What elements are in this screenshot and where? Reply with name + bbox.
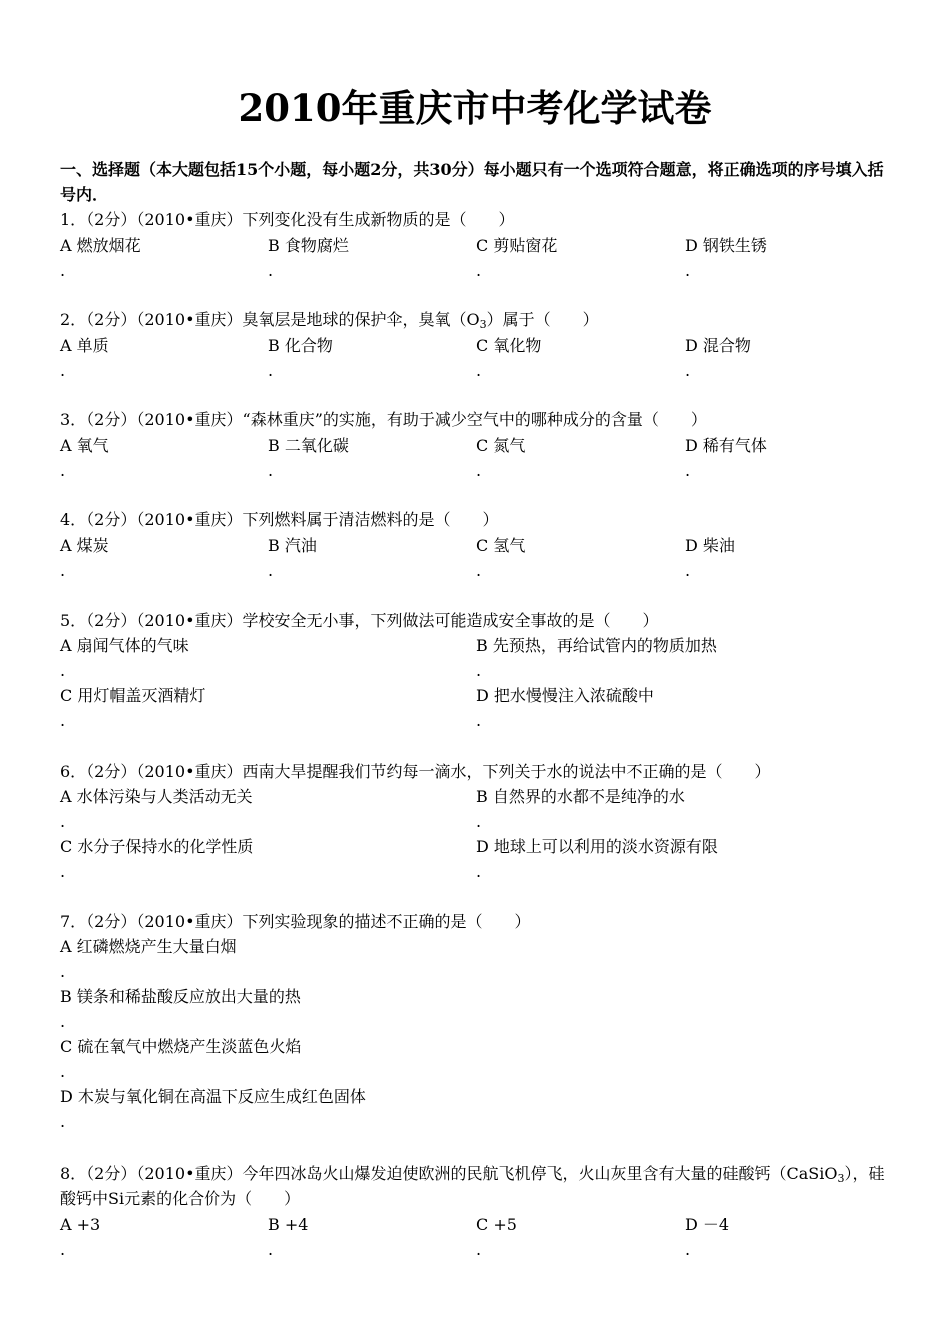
option-b[interactable]: B 汽油 . [268, 536, 317, 580]
question-stem: 7．（2分）（2010•重庆）下列实验现象的描述不正确的是（ ） [60, 912, 531, 931]
question-7 [60, 909, 896, 1134]
option-a[interactable]: A 水体污染与人类活动无关 . [60, 787, 253, 831]
question-stem: 2．（2分）（2010•重庆）臭氧层是地球的保护伞，臭氧$(O_3)$属于（ ） [60, 310, 599, 331]
option-c[interactable]: C 氮气 . [476, 436, 526, 480]
question-stem: 3．（2分）（2010•重庆）“森林重庆”的实施，有助于减少空气中的哪种成分的含量（ ） [60, 410, 707, 429]
question-stem: 5．（2分）（2010•重庆）学校安全无小事，下列做法可能造成安全事故的是（ ） [60, 611, 659, 630]
option-d[interactable]: D 柴油 . [685, 536, 735, 580]
option-grid [60, 633, 896, 733]
option-b[interactable]: B 食物腐烂 . [268, 236, 349, 280]
option-a[interactable]: A 煤炭 . [60, 536, 109, 580]
section-heading: 一、选择题（本大题包括15个小题，每小题2分，共30分）每小题只有一个选项符合题意，将正确选项的序号填入括号内． [60, 160, 884, 204]
question-2 [60, 307, 896, 383]
question-8 [60, 1161, 896, 1262]
option-b[interactable]: B 镁条和稀盐酸反应放出大量的热 . [60, 987, 301, 1031]
option-d[interactable]: D 钢铁生锈 . [685, 236, 767, 280]
option-d[interactable]: D 把水慢慢注入浓硫酸中 . [476, 686, 654, 730]
option-c[interactable]: C 氢气 . [476, 536, 526, 580]
option-b[interactable]: B 化合物 . [268, 336, 333, 380]
question-6 [60, 759, 896, 884]
option-c[interactable]: C +5 . [476, 1215, 517, 1259]
option-d[interactable]: D 稀有气体 . [685, 436, 767, 480]
option-c[interactable]: C 水分子保持水的化学性质 . [60, 837, 254, 881]
option-d[interactable]: D 混合物 . [685, 336, 751, 380]
option-a[interactable]: A 扇闻气体的气味 . [60, 636, 189, 680]
exam-title: 2010年重庆市中考化学试卷 [238, 86, 712, 130]
option-a[interactable]: A 单质 . [60, 336, 109, 380]
option-d[interactable]: D 地球上可以利用的淡水资源有限 . [476, 837, 718, 881]
option-c[interactable]: C 氧化物 . [476, 336, 542, 380]
question-4 [60, 507, 896, 583]
option-row [60, 233, 896, 283]
option-row [60, 533, 896, 583]
option-b[interactable]: B 自然界的水都不是纯净的水 . [476, 787, 685, 831]
option-b[interactable]: B 先预热，再给试管内的物质加热 . [476, 636, 717, 680]
option-c[interactable]: C 用灯帽盖灭酒精灯 . [60, 686, 206, 730]
question-5 [60, 608, 896, 733]
question-stem: 1．（2分）（2010•重庆）下列变化没有生成新物质的是（ ） [60, 210, 515, 229]
option-b[interactable]: B 二氧化碳 . [268, 436, 349, 480]
option-c[interactable]: C 剪贴窗花 . [476, 236, 558, 280]
option-d[interactable]: D 木炭与氧化铜在高温下反应生成红色固体 . [60, 1087, 366, 1131]
question-3 [60, 407, 896, 483]
question-stem: 4．（2分）（2010•重庆）下列燃料属于清洁燃料的是（ ） [60, 510, 499, 529]
option-c[interactable]: C 硫在氧气中燃烧产生淡蓝色火焰 . [60, 1037, 302, 1081]
option-b[interactable]: B +4 . [268, 1215, 309, 1259]
option-row [60, 1212, 896, 1262]
option-a[interactable]: A +3 . [60, 1215, 101, 1259]
option-grid [60, 784, 896, 884]
question-stem: 6．（2分）（2010•重庆）西南大旱提醒我们节约每一滴水，下列关于水的说法中不正确的是（ ） [60, 762, 771, 781]
option-list [60, 934, 896, 1134]
option-row [60, 333, 896, 383]
option-row [60, 433, 896, 483]
question-stem: 8．（2分）（2010•重庆）今年四冰岛火山爆发迫使欧洲的民航飞机停飞，火山灰里含有大量的硅酸钙（CaSiO$_3$），硅酸钙中Si元素的化合价为（ ） [60, 1164, 885, 1208]
option-a[interactable]: A 氧气 . [60, 436, 109, 480]
option-d[interactable]: D －4 . [685, 1215, 730, 1259]
option-a[interactable]: A 红磷燃烧产生大量白烟 . [60, 937, 237, 981]
question-1 [60, 207, 896, 283]
option-a[interactable]: A 燃放烟花 . [60, 236, 141, 280]
